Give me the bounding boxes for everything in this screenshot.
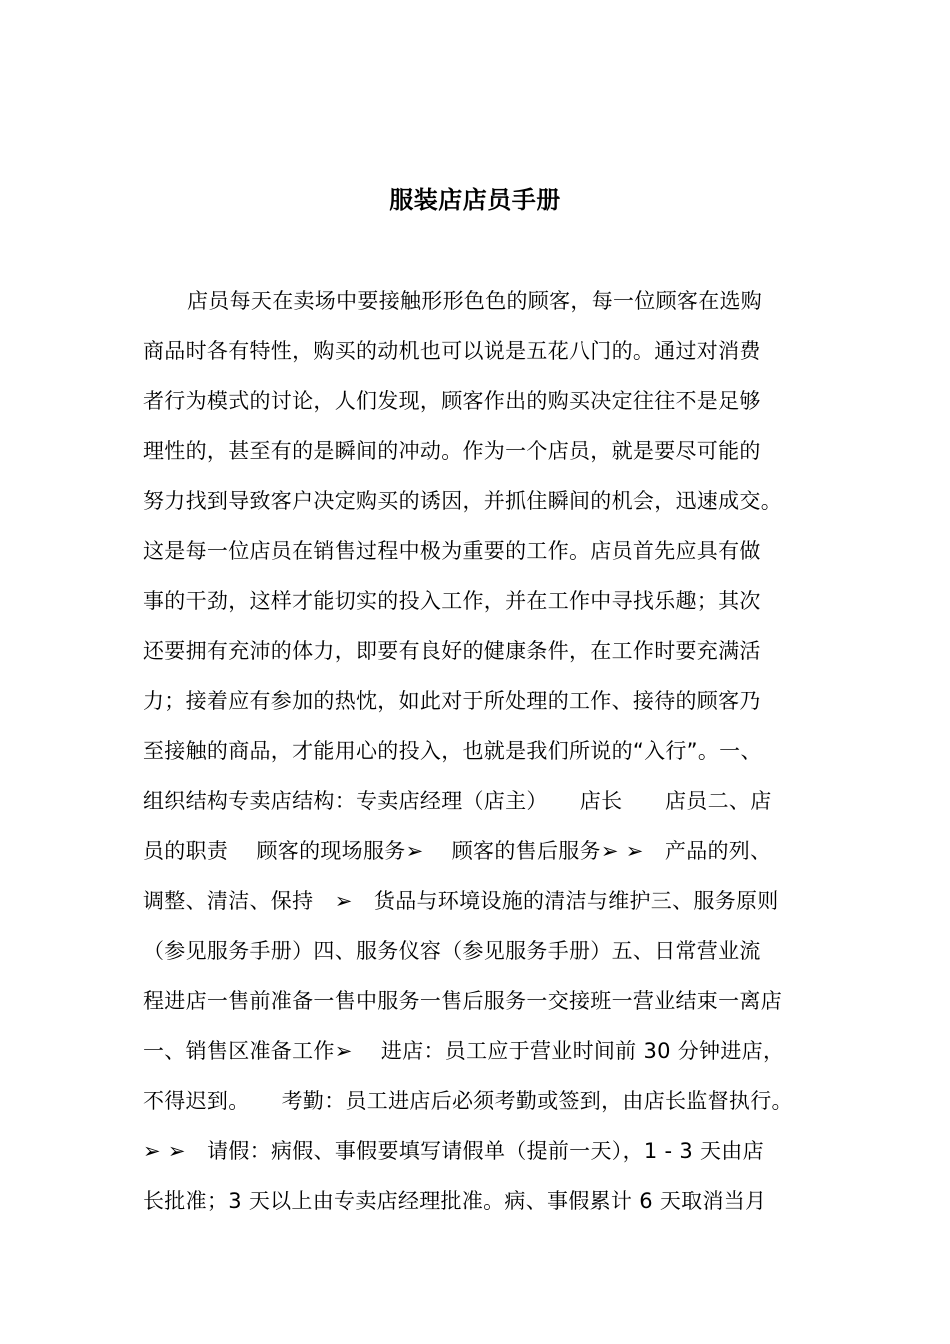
body-line: 商品时各有特性，购买的动机也可以说是五花八门的。通过对消费 <box>143 339 761 363</box>
body-line: 组织结构专卖店结构：专卖店经理（店主） 店长 店员二、店 <box>143 789 772 813</box>
body-line: 努力找到导致客户决定购买的诱因，并抓住瞬间的机会，迅速成交。 <box>143 489 782 513</box>
body-line: 至接触的商品，才能用心的投入，也就是我们所说的“入行”。一、 <box>143 739 762 763</box>
body-line: ➢ ➢ 请假：病假、事假要填写请假单（提前一天），1 - 3 天由店 <box>143 1139 764 1163</box>
body-line: 不得迟到。 考勤：员工进店后必须考勤或签到，由店长监督执行。 <box>143 1089 793 1113</box>
body-line: 长批准；3 天以上由专卖店经理批准。病、事假累计 6 天取消当月 <box>143 1189 767 1213</box>
document-title: 服装店店员手册 <box>389 186 561 214</box>
body-line: 程进店一售前准备一售中服务一售后服务一交接班一营业结束一离店 <box>143 989 782 1013</box>
body-line: 力；接着应有参加的热忱，如此对于所处理的工作、接待的顾客乃 <box>143 689 761 713</box>
body-line: 事的干劲，这样才能切实的投入工作，并在工作中寻找乐趣；其次 <box>143 589 761 613</box>
body-line: 者行为模式的讨论，人们发现，顾客作出的购买决定往往不是足够 <box>143 389 761 413</box>
body-line: 店员每天在卖场中要接触形形色色的顾客，每一位顾客在选购 <box>187 289 763 313</box>
document-body <box>143 282 833 1232</box>
body-line: 一、销售区准备工作➢ 进店：员工应于营业时间前 30 分钟进店， <box>143 1039 785 1063</box>
body-line: 理性的，甚至有的是瞬间的冲动。作为一个店员，就是要尽可能的 <box>143 439 761 463</box>
body-line: （参见服务手册）四、服务仪容（参见服务手册）五、日常营业流 <box>143 939 761 963</box>
body-line: 调整、清洁、保持 ➢ 货品与环境设施的清洁与维护三、服务原则 <box>143 889 779 913</box>
body-line: 这是每一位店员在销售过程中极为重要的工作。店员首先应具有做 <box>143 539 761 563</box>
body-line: 员的职责 顾客的现场服务➢ 顾客的售后服务➢ ➢ 产品的列、 <box>143 839 772 863</box>
body-line: 还要拥有充沛的体力，即要有良好的健康条件，在工作时要充满活 <box>143 639 761 663</box>
